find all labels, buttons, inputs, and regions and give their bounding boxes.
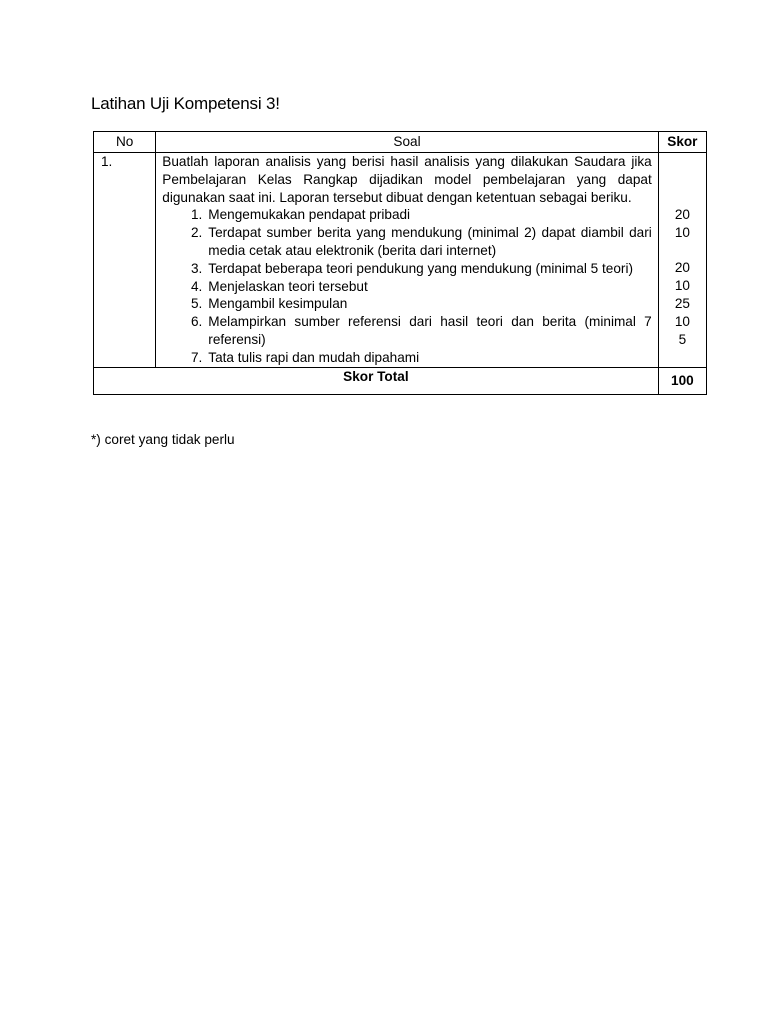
total-row — [94, 367, 707, 394]
list-item-text: Menjelaskan teori tersebut — [208, 278, 368, 294]
list-item-number: 1. — [190, 207, 203, 223]
competency-table — [93, 131, 707, 395]
total-label: Skor Total — [94, 367, 659, 394]
list-item-text: Melampirkan sumber referensi dari hasil teori dan berita (minimal 7 referensi) — [208, 314, 652, 347]
list-item — [162, 260, 651, 278]
list-item-number: 7. — [190, 349, 203, 365]
page-title: Latihan Uji Kompetensi 3! — [91, 94, 280, 113]
score-value: 25 — [674, 295, 690, 311]
total-value: 100 — [658, 367, 706, 394]
list-item — [162, 278, 651, 296]
score-value: 10 — [674, 224, 690, 240]
criteria-list — [162, 206, 651, 366]
score-value: 5 — [678, 331, 687, 347]
score-value: 20 — [674, 207, 690, 222]
question-intro: Buatlah laporan analisis yang berisi hasil analisis yang dilakukan Saudara jika Pembelajaran Kelas Rangkap dijadikan model pembelajaran yang dapat digunakan saat ini. Laporan tersebut dibuat dengan ketentuan sebagai beriku. — [162, 154, 652, 205]
score-value: 20 — [674, 260, 690, 276]
list-item — [162, 295, 651, 313]
list-item — [162, 349, 651, 367]
list-item-number: 2. — [190, 225, 203, 241]
question-cell — [156, 153, 658, 368]
list-item-text: Terdapat beberapa teori pendukung yang mendukung (minimal 5 teori) — [208, 260, 633, 276]
list-item-text: Mengemukakan pendapat pribadi — [208, 207, 411, 223]
table-header-row — [94, 132, 707, 153]
table-row — [94, 153, 707, 368]
list-item-number: 3. — [190, 260, 203, 276]
list-item-number: 4. — [190, 278, 203, 294]
header-soal: Soal — [156, 132, 658, 153]
list-item — [162, 313, 651, 349]
header-skor: Skor — [658, 132, 706, 153]
score-value: 10 — [674, 313, 690, 329]
header-no: No — [94, 132, 156, 153]
list-item-number: 6. — [190, 314, 203, 330]
list-item-text: Mengambil kesimpulan — [208, 296, 348, 312]
list-item-text: Terdapat sumber berita yang mendukung (minimal 2) dapat diambil dari media cetak atau elektronik (berita dari internet) — [208, 225, 652, 258]
score-cell — [658, 153, 706, 368]
list-item — [162, 206, 651, 224]
footnote: *) coret yang tidak perlu — [91, 432, 235, 447]
list-item-text: Tata tulis rapi dan mudah dipahami — [208, 349, 420, 365]
score-spacer — [659, 242, 706, 260]
list-item-number: 5. — [190, 296, 203, 312]
list-item — [162, 224, 651, 260]
score-value: 10 — [674, 278, 690, 294]
row-number: 1. — [94, 153, 156, 368]
